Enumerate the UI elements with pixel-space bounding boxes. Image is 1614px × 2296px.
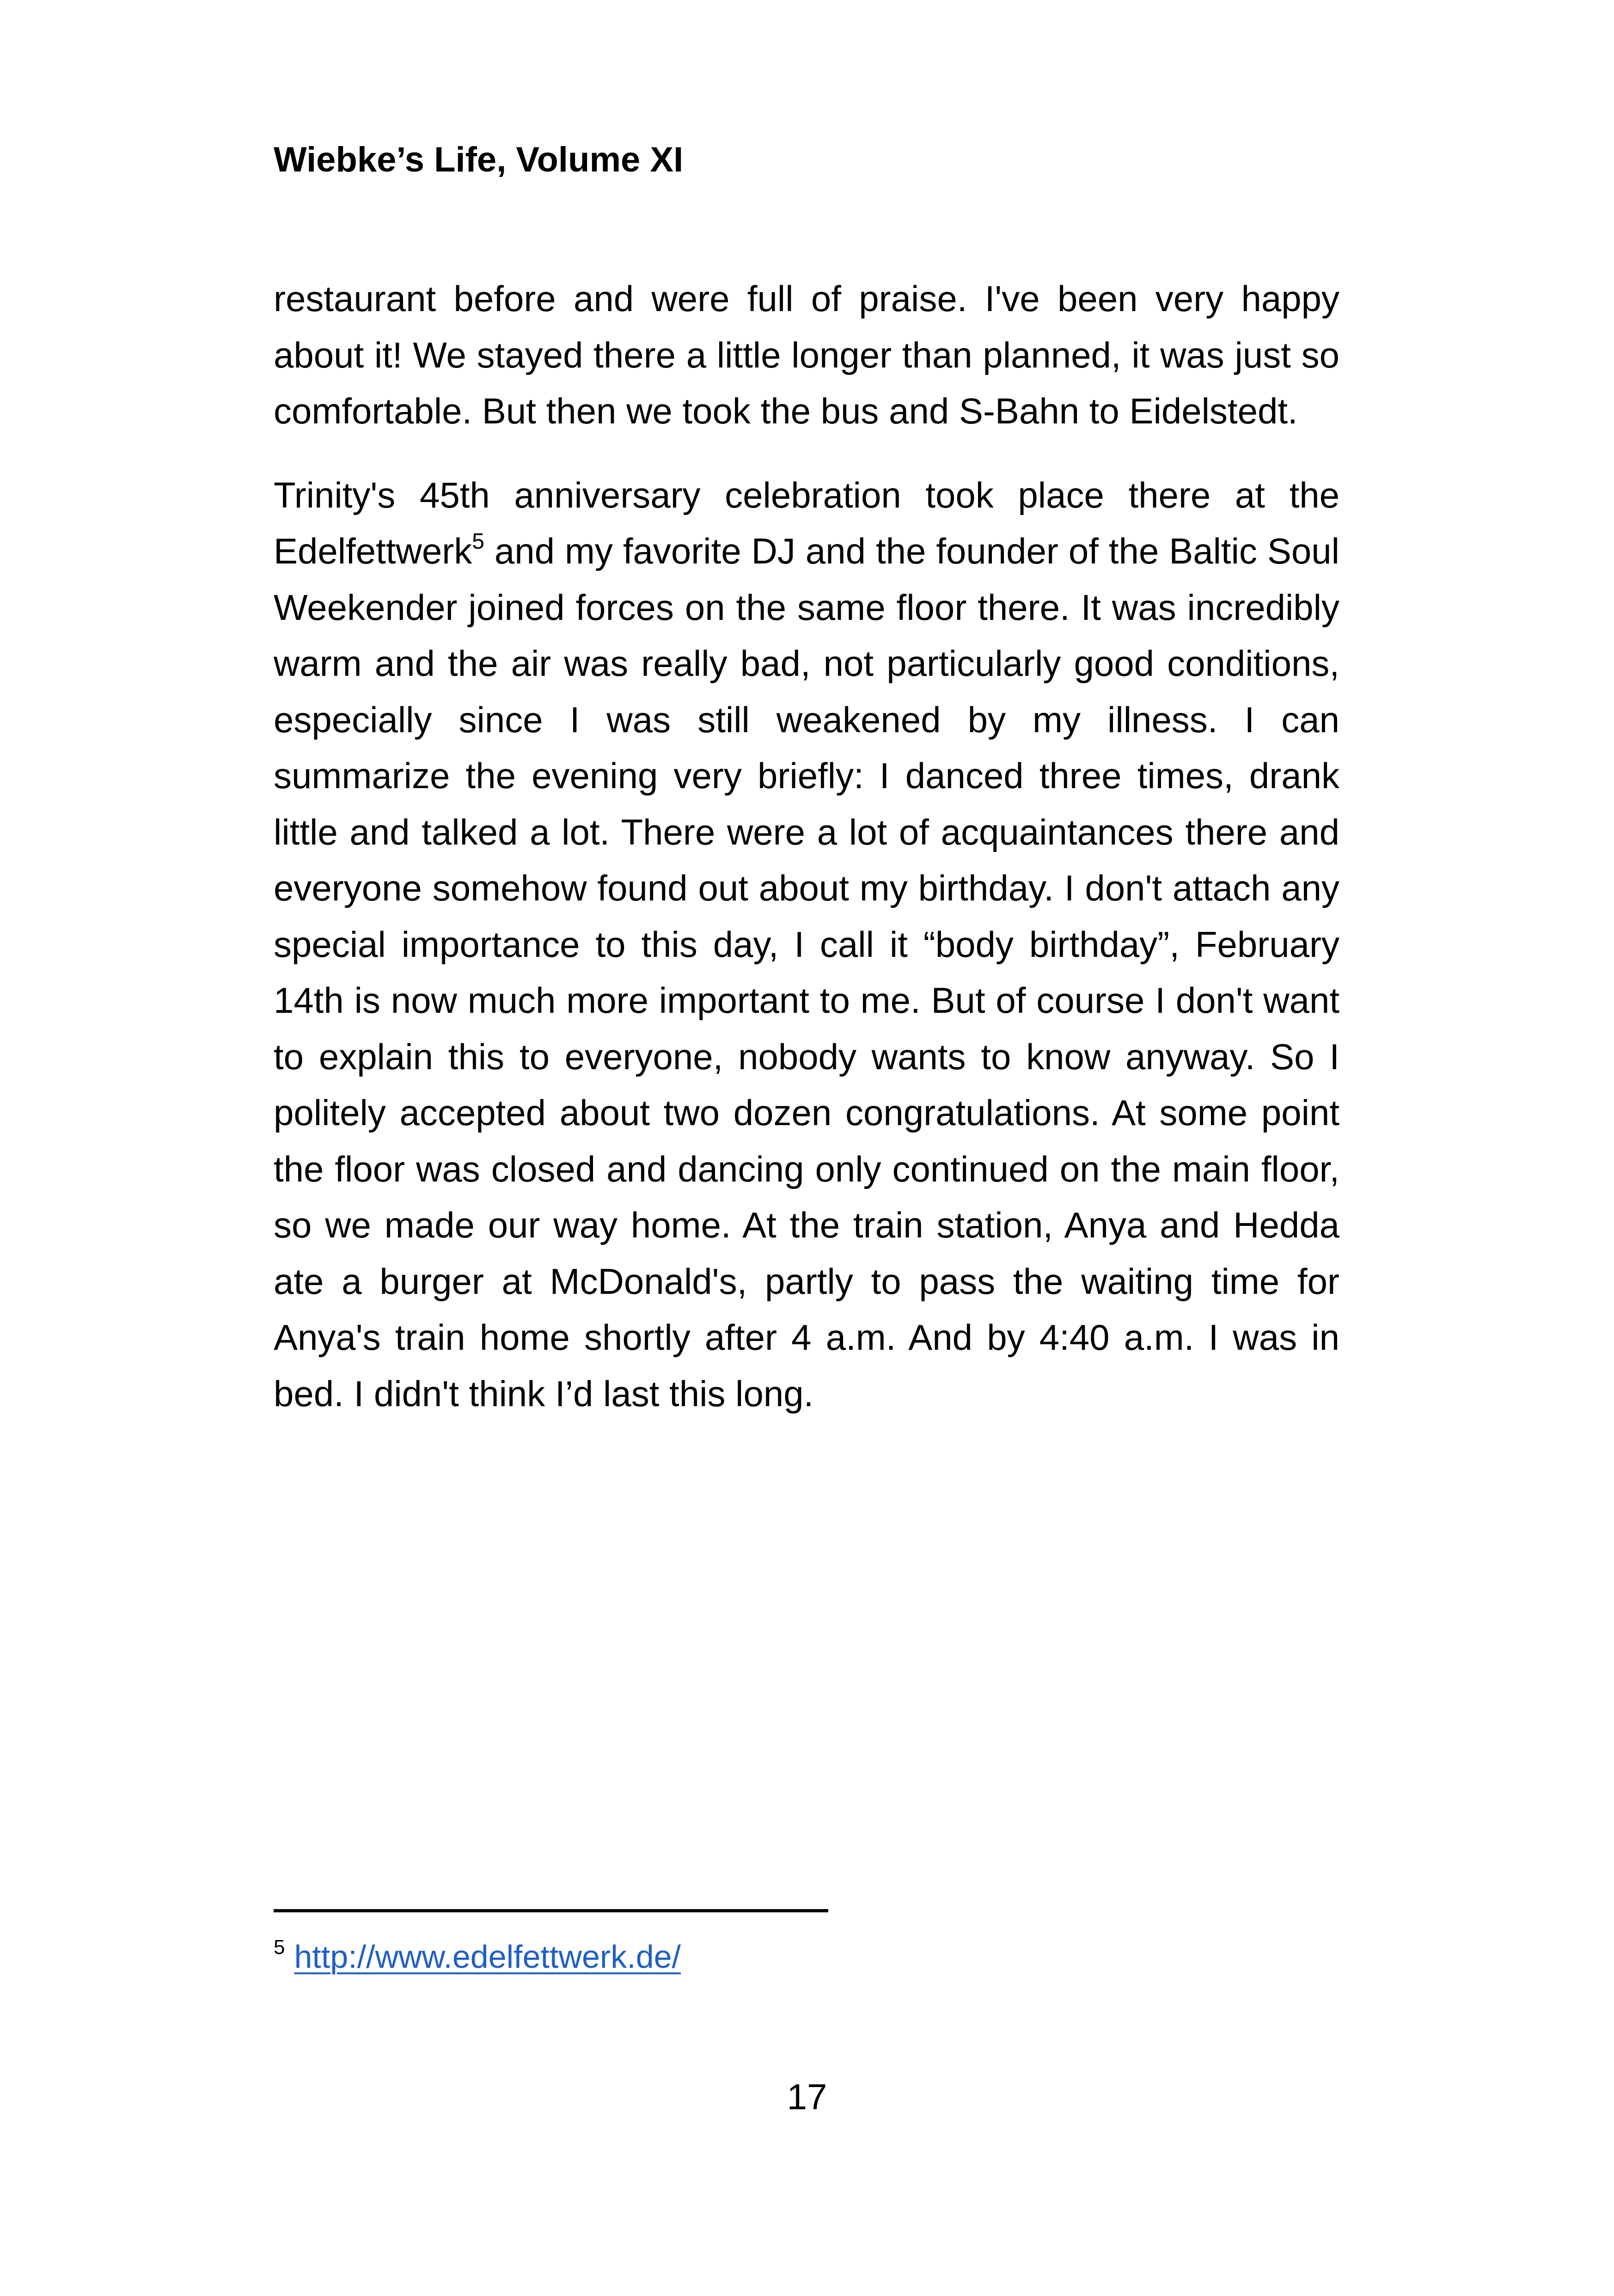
footnote-separator: [274, 1909, 828, 1912]
running-header: Wiebke’s Life, Volume XI: [274, 140, 684, 179]
footnote-number: 5: [274, 1936, 285, 1959]
footnote: [274, 1936, 681, 1978]
body-paragraph: restaurant before and were full of praise. I've been very happy about it! We stayed there a little longer than planned, it was just so comfortable. But then we took the bus and S-Bahn to Eidelstedt.: [274, 278, 1339, 431]
page-number: 17: [787, 2076, 827, 2117]
paragraph-text: Trinity's 45th anniversary celebration took place there at the Edelfettwerk: [274, 474, 1339, 571]
body-text: [274, 271, 1339, 1450]
footnote-link[interactable]: http://www.edelfettwerk.de/: [294, 1939, 681, 1975]
paragraph-text: and my favorite DJ and the founder of the Baltic Soul Weekender joined forces on the same floor there. It was incredibly warm and the air was really bad, not particularly good conditions, especially since I was still weakened by my illness. I can summarize the evening very briefly: I danced three times, drank little and talked a lot. There were a lot of acquaintances there and everyone somehow found out about my birthday. I don't attach any special importance to this day, I call it “body birthday”, February 14th is now much more important to me. But of course I don't want to explain this to everyone, nobody wants to know anyway. So I politely accepted about two dozen congratulations. At some point the floor was closed and dancing only continued on the main floor, so we made our way home. At the train station, Anya and Hedda ate a burger at McDonald's, partly to pass the waiting time for Anya's train home shortly after 4 a.m. And by 4:40 a.m. I was in bed. I didn't think I’d last this long.: [274, 531, 1339, 1414]
body-paragraph: [274, 467, 1339, 1422]
footnote-reference[interactable]: 5: [472, 529, 484, 554]
